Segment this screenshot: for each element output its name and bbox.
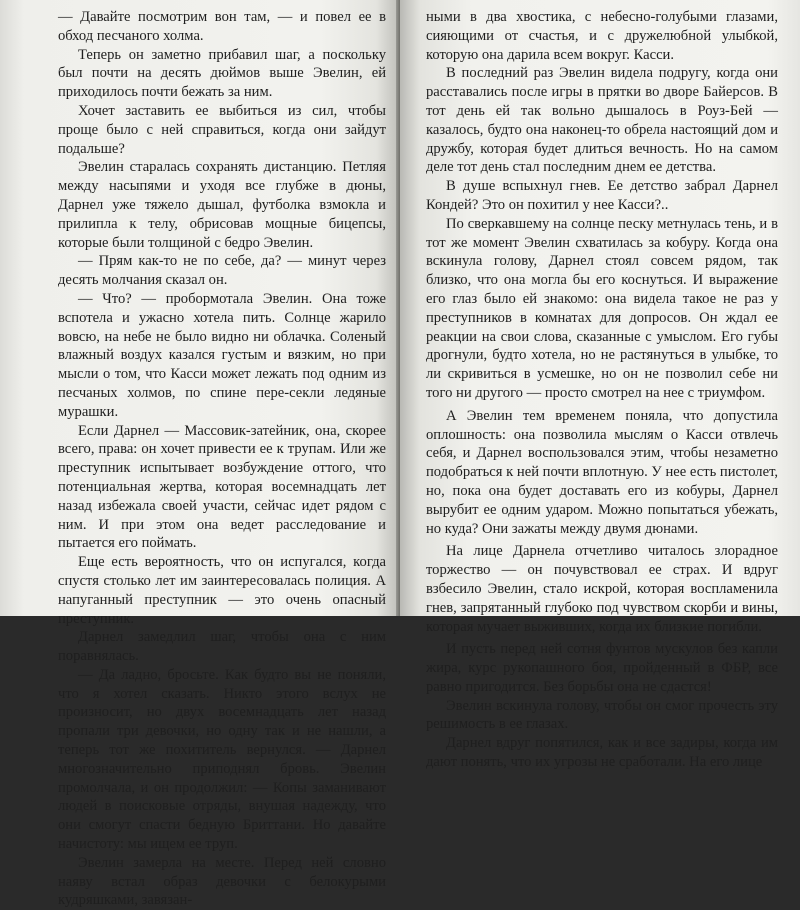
- paragraph: И пусть перед ней сотня фунтов мускулов без капли жира, курс рукопашного боя, пройденный в ФБР, все равно пригодится. Без борьбы она не сдастся!: [426, 641, 778, 695]
- paragraph: Эвелин замерла на месте. Перед ней словно наяву встал образ девочки с белокурыми кудряшками, завязан-: [58, 854, 386, 909]
- paragraph: Еще есть вероятность, что он испугался, когда спустя столько лет им заинтересовалась полиция. А напуганный преступник — это очень опасный преступник.: [58, 554, 386, 627]
- right-page-text: [426, 8, 778, 772]
- paragraph: Дарнел вдруг попятился, как и все задиры, когда им дают понять, что их угрозы не сработали. На его лице: [426, 735, 778, 771]
- paragraph: Дарнел замедлил шаг, чтобы она с ним поравнялась.: [58, 629, 386, 665]
- paragraph: В душе вспыхнул гнев. Ее детство забрал Дарнел Кондей? Это он похитил у нее Касси?..: [426, 178, 778, 213]
- paragraph: По сверкавшему на солнце песку метнулась тень, и в тот же момент Эвелин схватилась за кобуру. Когда она вскинула голову, Дарнел стоял совсем рядом, так близко, что она могла бы его коснуться. И выражение его глаз было ей знакомо: она видела такое не раз у преступников в комнатах для допросов. Он ждал ее реакции на свои слова, сказанные с умыслом. Его губы дрогнули, будто хотела, но не растянуться в улыбке, то ли скривиться в усмешке, но он не позволил себе ни того ни другого — просто смотрел на нее с триумфом.: [426, 215, 778, 401]
- paragraph: А Эвелин тем временем поняла, что допустила оплошность: она позволила мыслям о Касси отвлечь себя, и Дарнел воспользовался этим, чтобы незаметно подобраться к ней почти вплотную. У нее есть пистолет, но, пока она будет доставать его из кобуры, Дарнел вырубит ее одним ударом. Можно попытаться убежать, но куда? Они зажаты между двумя дюнами.: [426, 407, 778, 537]
- paragraph: В последний раз Эвелин видела подругу, когда они расставались после игры в прятки во дворе Байерсов. В тот день ей так вольно дышалось в Роуз-Бей — казалось, будто она наконец-то обрела настоящий дом и дружбу, которая будет длиться вечность. Но на самом деле тот день стал последним днем ее детства.: [426, 65, 778, 176]
- paragraph: — Прям как-то не по себе, да? — минут через десять молчания сказал он.: [58, 253, 386, 289]
- paragraph: — Что? — пробормотала Эвелин. Она тоже вспотела и ужасно хотела пить. Солнце жарило вовсю, на небе не было видно ни облачка. Соленый влажный воздух казался густым и вязким, но при мысли о том, что Касси может лежать под одним из песчаных холмов, по спине пере-секли ледяные мурашки.: [58, 290, 386, 420]
- left-page: [0, 0, 400, 909]
- paragraph: Хочет заставить ее выбиться из сил, чтобы проще было с ней справиться, когда они зайдут подальше?: [58, 102, 386, 157]
- paragraph: Эвелин вскинула голову, чтобы он смог прочесть эту решимость в ее глазах.: [426, 697, 778, 733]
- paragraph: ными в два хвостика, с небесно-голубыми глазами, сияющими от счастья, и с дружелюбной улыбкой, которую она дарила всем вокруг. Касси.: [426, 9, 778, 63]
- paragraph: — Да ладно, бросьте. Как будто вы не поняли, что я хотел сказать. Никто этого вслух не произносит, но двух восемнадцать лет назад пропали три девочки, но одну так и не нашли, а теперь тот же похититель вернулся. — Дарнел многозначительно приподнял бровь. Эвелин промолчала, и он продолжил: — Копы заманивают людей в поисковые отряды, внушая надежду, что они смогут спасти бедную Бриттани. Но давайте начистоту: мы ищем ее труп.: [58, 666, 386, 853]
- right-page: [400, 0, 800, 771]
- paragraph: На лице Дарнела отчетливо читалось злорадное торжество — он почувствовал ее страх. И вдруг взбесило Эвелин, стало искрой, которая воспламенила гнев, запрятанный глубоко под чувством скорби и вины, которая мучает выживших, когда их близкие погибли.: [426, 543, 778, 635]
- left-page-text: [58, 8, 386, 910]
- paragraph: Если Дарнел — Массовик-затейник, она, скорее всего, права: он хочет привести ее к трупам. Или же преступник испытывает возбуждение оттого, что потенциальная жертва, которая восемнадцать лет назад избежала своей участи, сейчас идет рядом с ним. И при этом она ведет расследование и пытается его поймать.: [58, 422, 386, 552]
- paragraph: Теперь он заметно прибавил шаг, а поскольку был почти на десять дюймов выше Эвелин, ей приходилось почти бежать за ним.: [58, 46, 386, 101]
- paragraph: Эвелин старалась сохранять дистанцию. Петляя между насыпями и уходя все глубже в дюны, Дарнел уже тяжело дышал, футболка взмокла и прилипла к телу, обрисовав мощные бицепсы, которые были толщиной с бедро Эвелин.: [58, 159, 386, 251]
- paragraph: — Давайте посмотрим вон там, — и повел ее в обход песчаного холма.: [58, 9, 386, 44]
